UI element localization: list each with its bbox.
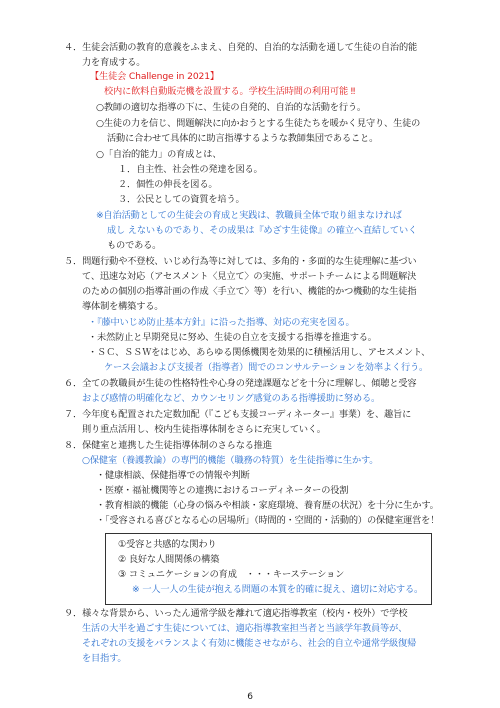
item-5-detail-1: ・『藤中いじめ防止基本方針』に沿った指導、対応の充実を図る。 bbox=[88, 317, 355, 328]
item-4-bullet-1: ○教師の適切な指導の下に、生徒の自発的、自治的な活動を行う。 bbox=[96, 102, 366, 113]
challenge-title: 【生徒会 Challenge in 2021】 bbox=[90, 71, 219, 82]
item-5-detail-3-cont: ケース会議および支援者（指導者）間でのコンサルテーションを効率よく行う。 bbox=[104, 362, 429, 373]
infirmary-point-1: ・健康相談、保健指導での情報や判断 bbox=[96, 470, 250, 481]
item-5-line-2: て、迅速な対応（アセスメント〈見立て〉の実施、サポートチームによる問題解決 bbox=[82, 271, 417, 282]
item-5-line-1: ５．問題行動や不登校、いじめ行為等に対しては、多角的・多面的な生徒理解に基づい bbox=[64, 256, 417, 267]
item-9-line-1: ９．様々な背景から、いったん通常学級を離れて適応指導教室（校内・校外）で学校 bbox=[64, 608, 408, 619]
item-4-bullet-2-cont: 活動に合わせて具体的に助言指導するような教師集団であること。 bbox=[107, 133, 379, 144]
item-9-line-2: 生活の大半を過ごす生徒については、適応指導教室担当者と当該学年教員等が、 bbox=[82, 623, 408, 634]
item-7-line-1: ７．今年度も配置された定数加配（『こども支援コーディネーター』事業）を、趣旨に bbox=[64, 409, 412, 420]
item-6-line-1: ６．全ての教職員が生徒の性格特性や心身の発達課題などを十分に理解し、傾聴と受容 bbox=[64, 378, 417, 389]
infirmary-point-4: ・「受容される喜びとなる心の居場所」（時間的・空間的・活動的）の保健室運営を！ bbox=[96, 515, 440, 526]
item-7-line-2: 則り重点活用し、校内生徒指導体制をさらに充実していく。 bbox=[82, 424, 326, 435]
item-4-bullet-2: ○生徒の力を信じ、問題解決に向かおうとする生徒たちを暖かく見守り、生徒の bbox=[96, 118, 421, 129]
autonomy-point-2: ２．個性の伸長を図る。 bbox=[118, 179, 218, 190]
item-5-detail-2: ・未然防止と早期発見に努め、生徒の自立を支援する指導を推進する。 bbox=[88, 332, 377, 343]
key-point-1: ①受容と共感的な関わり bbox=[118, 539, 217, 550]
challenge-body: 校内に飲料自動販売機を設置する。学校生活時間の利用可能 ‼ bbox=[104, 86, 356, 97]
item-6-line-2: および感情の明確化など、カウンセリング感覚のある指導援助に努める。 bbox=[82, 393, 381, 404]
item-9-line-3: それぞれの支援をバランスよく有効に機能させながら、社会的自立や通常学級復帰 bbox=[82, 638, 417, 649]
key-point-note: ※ 一人一人の生徒が抱える問題の本質を的確に捉え、適切に対応する。 bbox=[132, 584, 424, 595]
infirmary-point-2: ・医療・福祉機関等との連携におけるコーディネーターの役割 bbox=[96, 485, 349, 496]
item-5-line-4: 導体制を構築する。 bbox=[82, 301, 164, 312]
item-4-note-1: ※自治活動としての生徒会の育成と実践は、教職員全体で取り組まなければ bbox=[96, 210, 402, 221]
item-5-detail-3: ・ＳＣ、ＳＳＷをはじめ、あらゆる関係機関を効果的に積極活用し、アセスメント、 bbox=[88, 347, 431, 358]
infirmary-point-3: ・教育相談的機能（心身の悩みや相談・家庭環境、養育歴の状況）を十分に生かす。 bbox=[96, 500, 439, 511]
item-4-note-2: 成し えないものであり、その成果は『めざす生徒像』の確立へ直結していく bbox=[107, 225, 418, 236]
item-8-line-1: ８．保健室と連携した生徒指導体制のさらなる推進 bbox=[64, 440, 272, 451]
item-5-line-3: のための個別の指導計画の作成〈手立て〉等）を行い、機能的かつ機動的な生徒指 bbox=[82, 286, 417, 297]
page-number: 6 bbox=[247, 692, 253, 702]
key-point-2: ② 良好な人間関係の構築 bbox=[118, 554, 220, 565]
item-4-note-3: ものである。 bbox=[107, 240, 162, 251]
autonomy-point-1: １．自主性、社会性の発達を図る。 bbox=[118, 164, 263, 175]
item-4-line-1: ４．生徒会活動の教育的意義をふまえ、自発的、自治的な活動を通して生徒の自治的能 bbox=[64, 42, 418, 53]
autonomy-point-3: ３．公民としての資質を培う。 bbox=[118, 194, 245, 205]
infirmary-heading: ○保健室（養護教論）の専門的機能（職務の特質）を生徒指導に生かす。 bbox=[82, 455, 379, 466]
key-point-3: ③ コミュニケーションの育成 ・・・キーステーション bbox=[118, 569, 345, 580]
item-4-line-2: 力を育成する。 bbox=[82, 57, 146, 68]
item-4-bullet-3: ○「自治的能力」の育成とは、 bbox=[96, 149, 222, 160]
item-9-line-4: を目指す。 bbox=[82, 653, 127, 664]
